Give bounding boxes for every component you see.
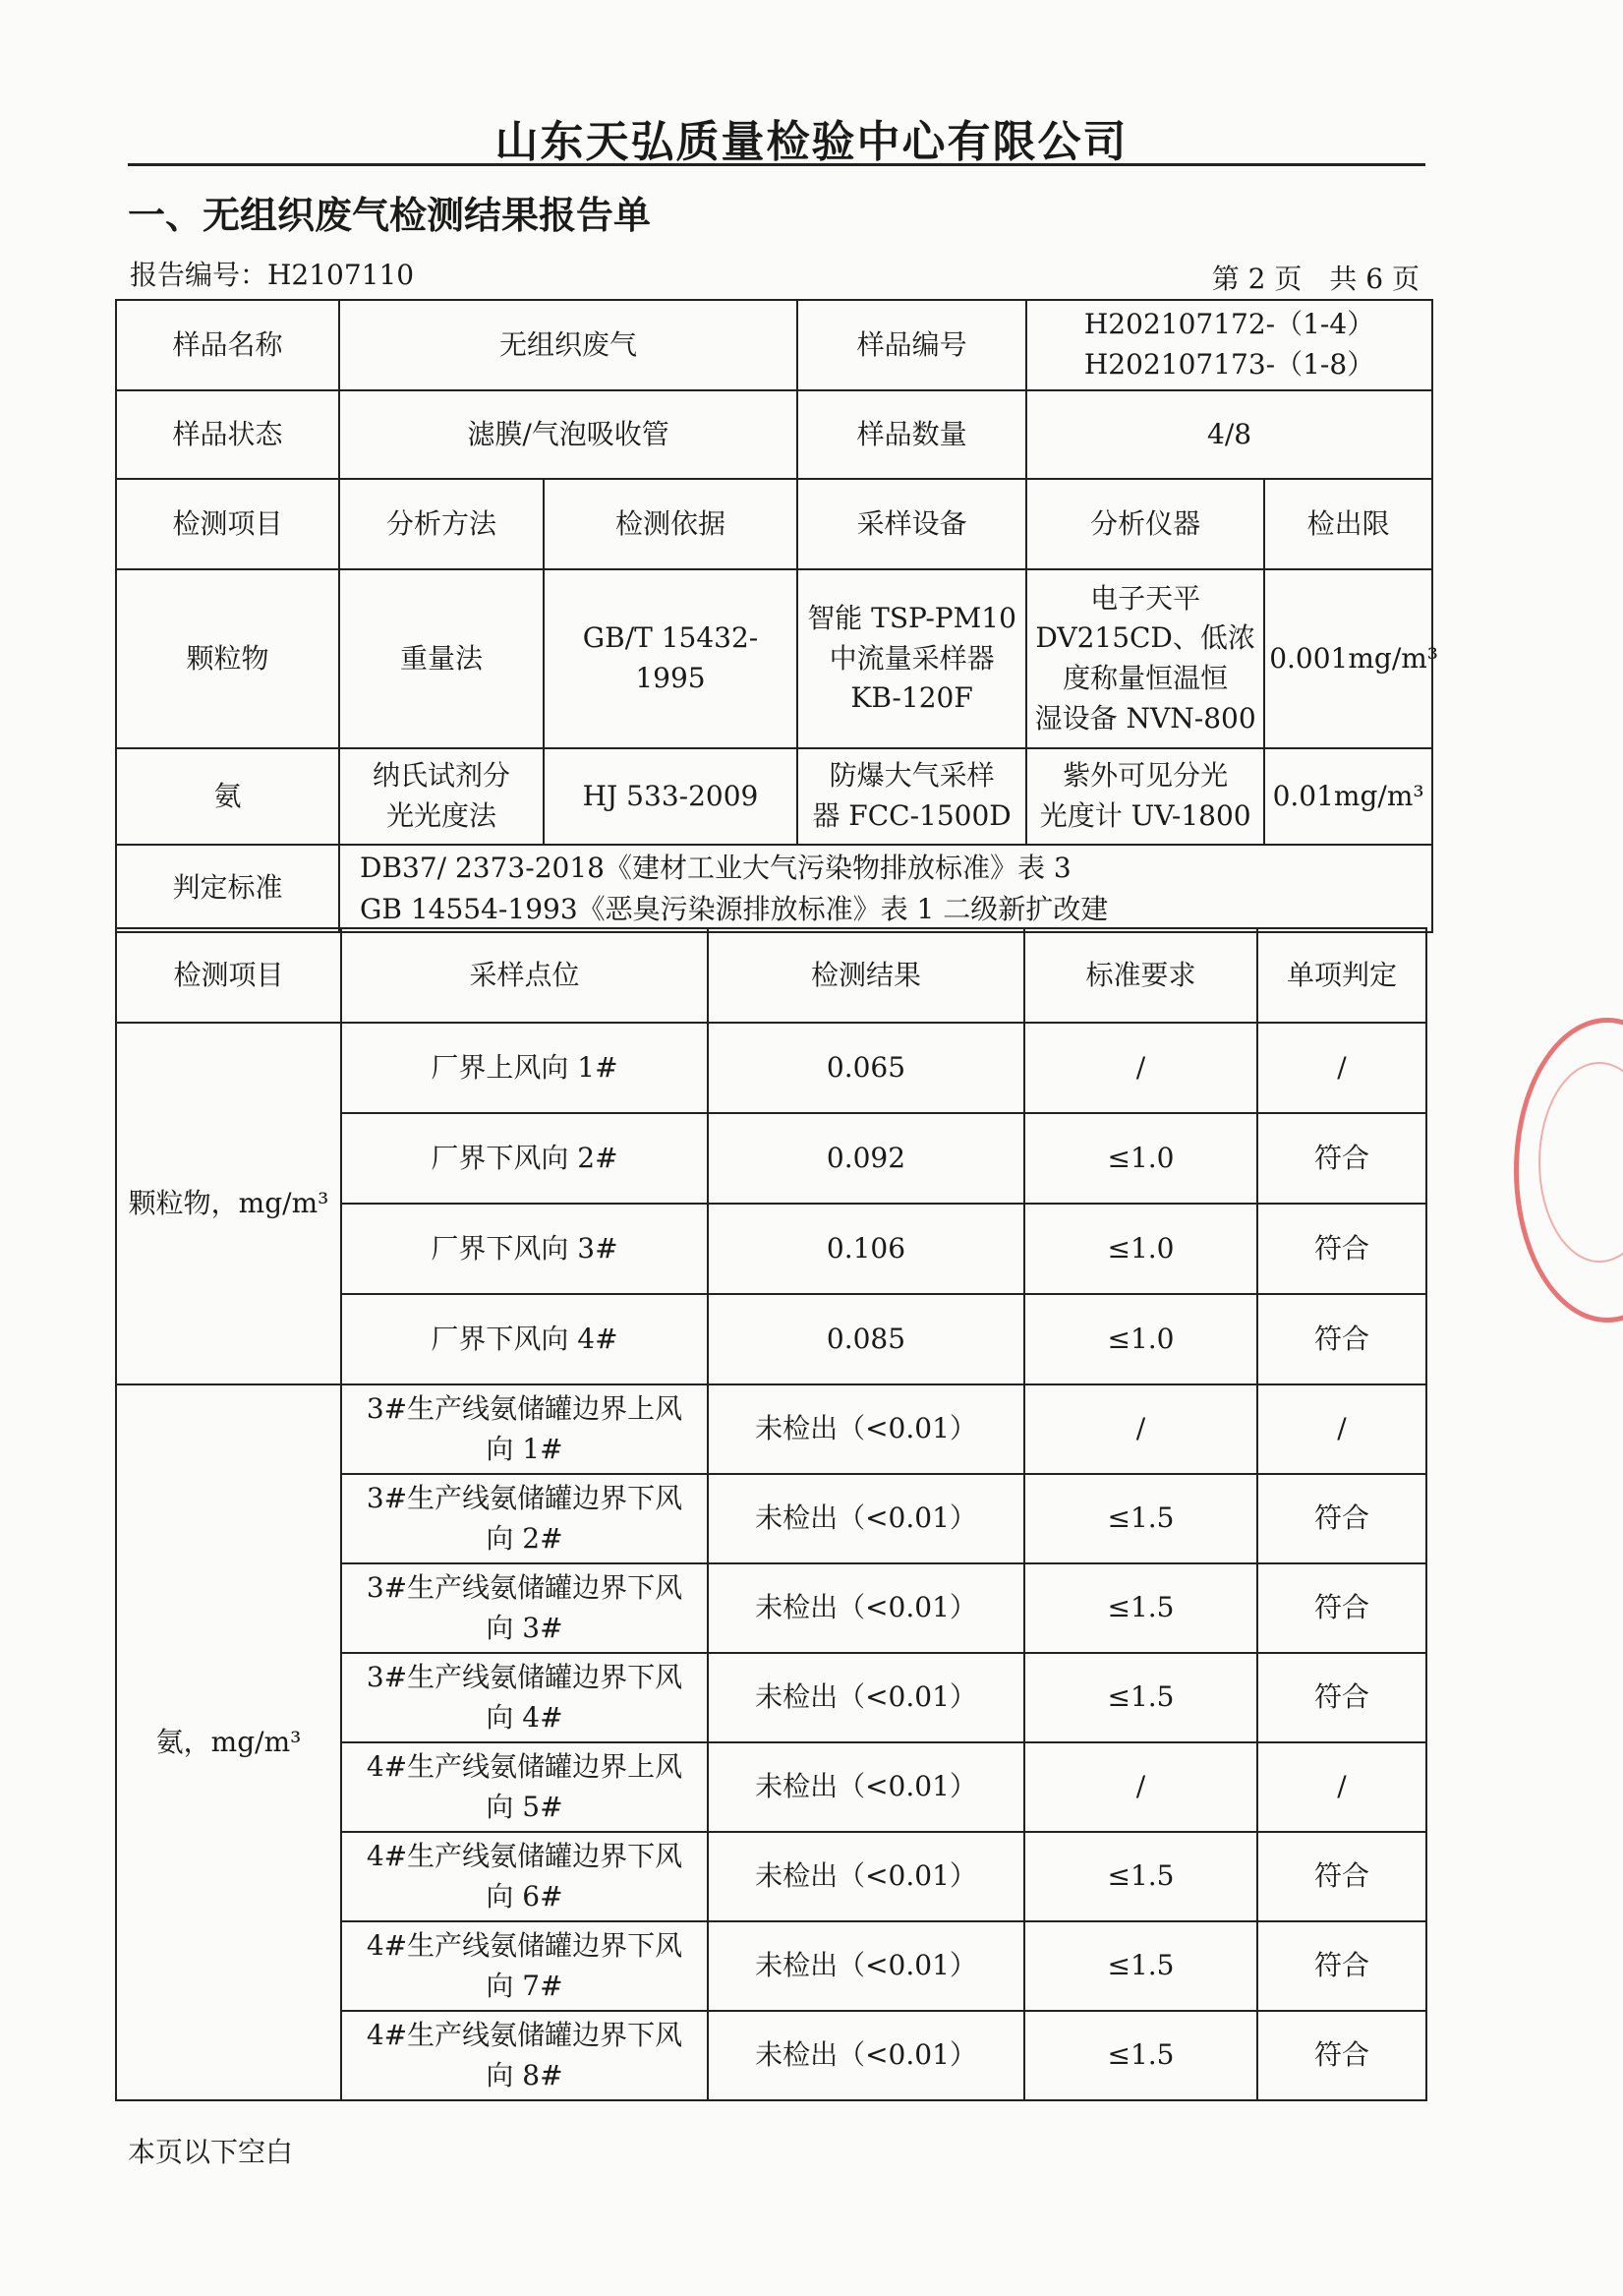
standard-line: GB 14554-1993《恶臭污染源排放标准》表 1 二级新扩改建 bbox=[360, 892, 1109, 925]
sampling-point bbox=[341, 1384, 708, 1474]
table-row bbox=[116, 1023, 1426, 1113]
method-row-ammonia bbox=[116, 748, 1432, 845]
result-verdict: / bbox=[1257, 1742, 1426, 1832]
point-line: 向 3# bbox=[486, 1611, 563, 1644]
sampler-line: 中流量采样器 bbox=[829, 641, 995, 675]
method-instrument bbox=[1026, 569, 1264, 748]
result-value: 0.085 bbox=[708, 1294, 1024, 1384]
method-header-cell: 采样设备 bbox=[797, 479, 1026, 569]
method-header-cell: 检测项目 bbox=[116, 479, 339, 569]
method-sampler bbox=[797, 748, 1026, 845]
sampler-line: KB-120F bbox=[850, 681, 973, 715]
result-value: 未检出（<0.01） bbox=[708, 1921, 1024, 2011]
results-header-cell: 标准要求 bbox=[1024, 928, 1257, 1023]
sampling-point bbox=[341, 1474, 708, 1563]
result-value: 未检出（<0.01） bbox=[708, 2011, 1024, 2100]
sample-code-value bbox=[1026, 300, 1432, 390]
sampling-point bbox=[341, 1832, 708, 1921]
result-verdict: 符合 bbox=[1257, 2011, 1426, 2100]
sample-state-row bbox=[116, 390, 1432, 479]
sample-state-value: 滤膜/气泡吸收管 bbox=[339, 390, 797, 479]
sampling-point bbox=[341, 1921, 708, 2011]
result-value: 未检出（<0.01） bbox=[708, 1474, 1024, 1563]
point-line: 4#生产线氨储罐边界下风 bbox=[366, 1928, 683, 1962]
sampling-point: 厂界下风向 4# bbox=[341, 1294, 708, 1384]
result-value: 未检出（<0.01） bbox=[708, 1563, 1024, 1653]
sampler-line: 防爆大气采样 bbox=[829, 759, 995, 793]
point-line: 3#生产线氨储罐边界下风 bbox=[366, 1570, 683, 1604]
point-line: 向 8# bbox=[486, 2058, 563, 2091]
standard-line: DB37/ 2373-2018《建材工业大气污染物排放标准》表 3 bbox=[360, 851, 1072, 884]
instrument-line: DV215CD、低浓 bbox=[1035, 621, 1255, 655]
result-verdict: 符合 bbox=[1257, 1113, 1426, 1204]
result-value: 未检出（<0.01） bbox=[708, 1653, 1024, 1742]
method-limit: 0.01mg/m³ bbox=[1264, 748, 1432, 845]
sampling-point bbox=[341, 1653, 708, 1742]
page-number: 第 2 页 共 6 页 bbox=[1211, 263, 1420, 295]
standard-text bbox=[339, 845, 1432, 932]
standard-label: 判定标准 bbox=[116, 845, 339, 932]
result-requirement: / bbox=[1024, 1384, 1257, 1474]
method-header-cell: 分析方法 bbox=[339, 479, 544, 569]
sampler-line: 器 FCC-1500D bbox=[812, 799, 1012, 832]
header-rule bbox=[128, 163, 1425, 166]
sample-code-label: 样品编号 bbox=[797, 300, 1026, 390]
sample-qty-label: 样品数量 bbox=[797, 390, 1026, 479]
company-name: 山东天弘质量检验中心有限公司 bbox=[494, 117, 1129, 167]
results-header-row bbox=[116, 928, 1426, 1023]
method-method bbox=[339, 748, 544, 845]
sample-code-line: H202107173-（1-8） bbox=[1083, 348, 1375, 381]
result-verdict: 符合 bbox=[1257, 1921, 1426, 2011]
point-line: 4#生产线氨储罐边界下风 bbox=[366, 2018, 683, 2051]
result-value: 0.065 bbox=[708, 1023, 1024, 1113]
instrument-line: 度称量恒温恒 bbox=[1063, 662, 1229, 694]
results-header-cell: 单项判定 bbox=[1257, 928, 1426, 1023]
result-value: 0.092 bbox=[708, 1113, 1024, 1204]
result-value: 0.106 bbox=[708, 1204, 1024, 1294]
sampling-point bbox=[341, 1563, 708, 1653]
method-line: 光光度法 bbox=[385, 799, 496, 832]
result-value: 未检出（<0.01） bbox=[708, 1832, 1024, 1921]
result-value: 未检出（<0.01） bbox=[708, 1384, 1024, 1474]
sample-name-value: 无组织废气 bbox=[339, 300, 797, 390]
point-line: 向 6# bbox=[486, 1879, 563, 1913]
point-line: 向 2# bbox=[486, 1521, 563, 1555]
method-header-cell: 检测依据 bbox=[544, 479, 797, 569]
result-verdict: / bbox=[1257, 1023, 1426, 1113]
result-verdict: 符合 bbox=[1257, 1653, 1426, 1742]
result-requirement: / bbox=[1024, 1023, 1257, 1113]
result-requirement: ≤1.5 bbox=[1024, 1921, 1257, 2011]
result-verdict: 符合 bbox=[1257, 1294, 1426, 1384]
results-header-cell: 检测结果 bbox=[708, 928, 1024, 1023]
method-limit: 0.001mg/m³ bbox=[1264, 569, 1432, 748]
sampling-point: 厂界下风向 2# bbox=[341, 1113, 708, 1204]
result-item-particulate: 颗粒物，mg/m³ bbox=[116, 1023, 341, 1384]
result-requirement: ≤1.5 bbox=[1024, 1832, 1257, 1921]
instrument-line: 湿设备 NVN-800 bbox=[1034, 701, 1256, 735]
method-header-row bbox=[116, 479, 1432, 569]
sampler-line: 智能 TSP-PM10 bbox=[807, 602, 1016, 635]
sample-code-line: H202107172-（1-4） bbox=[1083, 308, 1375, 341]
point-line: 向 5# bbox=[486, 1790, 563, 1823]
point-line: 向 4# bbox=[486, 1700, 563, 1734]
result-requirement: / bbox=[1024, 1742, 1257, 1832]
result-requirement: ≤1.5 bbox=[1024, 1474, 1257, 1563]
result-requirement: ≤1.5 bbox=[1024, 1653, 1257, 1742]
result-value: 未检出（<0.01） bbox=[708, 1742, 1024, 1832]
sample-name-label: 样品名称 bbox=[116, 300, 339, 390]
standard-row bbox=[116, 845, 1432, 932]
sampling-point: 厂界下风向 3# bbox=[341, 1204, 708, 1294]
results-header-cell: 采样点位 bbox=[341, 928, 708, 1023]
result-verdict: / bbox=[1257, 1384, 1426, 1474]
result-requirement: ≤1.5 bbox=[1024, 2011, 1257, 2100]
report-number: 报告编号：H2107110 bbox=[130, 259, 415, 291]
result-verdict: 符合 bbox=[1257, 1563, 1426, 1653]
sample-method-table bbox=[115, 299, 1439, 933]
sample-qty-value: 4/8 bbox=[1026, 390, 1432, 479]
results-table bbox=[115, 927, 1427, 2101]
result-requirement: ≤1.5 bbox=[1024, 1563, 1257, 1653]
blank-page-note: 本页以下空白 bbox=[128, 2136, 294, 2168]
sampling-point bbox=[341, 1742, 708, 1832]
results-header-cell: 检测项目 bbox=[116, 928, 341, 1023]
result-requirement: ≤1.0 bbox=[1024, 1204, 1257, 1294]
method-item: 氨 bbox=[116, 748, 339, 845]
method-header-cell: 分析仪器 bbox=[1026, 479, 1264, 569]
result-verdict: 符合 bbox=[1257, 1832, 1426, 1921]
method-sampler bbox=[797, 569, 1026, 748]
report-title: 一、无组织废气检测结果报告单 bbox=[128, 194, 652, 237]
point-line: 3#生产线氨储罐边界下风 bbox=[366, 1481, 683, 1514]
instrument-line: 光度计 UV-1800 bbox=[1039, 799, 1251, 832]
point-line: 4#生产线氨储罐边界下风 bbox=[366, 1839, 683, 1872]
method-header-cell: 检出限 bbox=[1264, 479, 1432, 569]
point-line: 3#生产线氨储罐边界上风 bbox=[366, 1391, 683, 1425]
point-line: 3#生产线氨储罐边界下风 bbox=[366, 1660, 683, 1693]
result-requirement: ≤1.0 bbox=[1024, 1294, 1257, 1384]
result-verdict: 符合 bbox=[1257, 1204, 1426, 1294]
sampling-point bbox=[341, 2011, 708, 2100]
method-line: 纳氏试剂分 bbox=[372, 759, 510, 793]
result-item-ammonia: 氨，mg/m³ bbox=[116, 1384, 341, 2100]
table-row bbox=[116, 1384, 1426, 1474]
point-line: 4#生产线氨储罐边界上风 bbox=[366, 1749, 683, 1783]
sampling-point: 厂界上风向 1# bbox=[341, 1023, 708, 1113]
point-line: 向 7# bbox=[486, 1969, 563, 2002]
method-basis: HJ 533-2009 bbox=[544, 748, 797, 845]
result-requirement: ≤1.0 bbox=[1024, 1113, 1257, 1204]
method-basis: GB/T 15432-1995 bbox=[544, 569, 797, 748]
instrument-line: 电子天平 bbox=[1090, 581, 1201, 615]
point-line: 向 1# bbox=[486, 1432, 563, 1465]
sample-name-row bbox=[116, 300, 1432, 390]
result-verdict: 符合 bbox=[1257, 1474, 1426, 1563]
method-row-particulate bbox=[116, 569, 1432, 748]
sample-state-label: 样品状态 bbox=[116, 390, 339, 479]
method-instrument bbox=[1026, 748, 1264, 845]
instrument-line: 紫外可见分光 bbox=[1063, 759, 1229, 793]
method-method: 重量法 bbox=[339, 569, 544, 748]
method-item: 颗粒物 bbox=[116, 569, 339, 748]
